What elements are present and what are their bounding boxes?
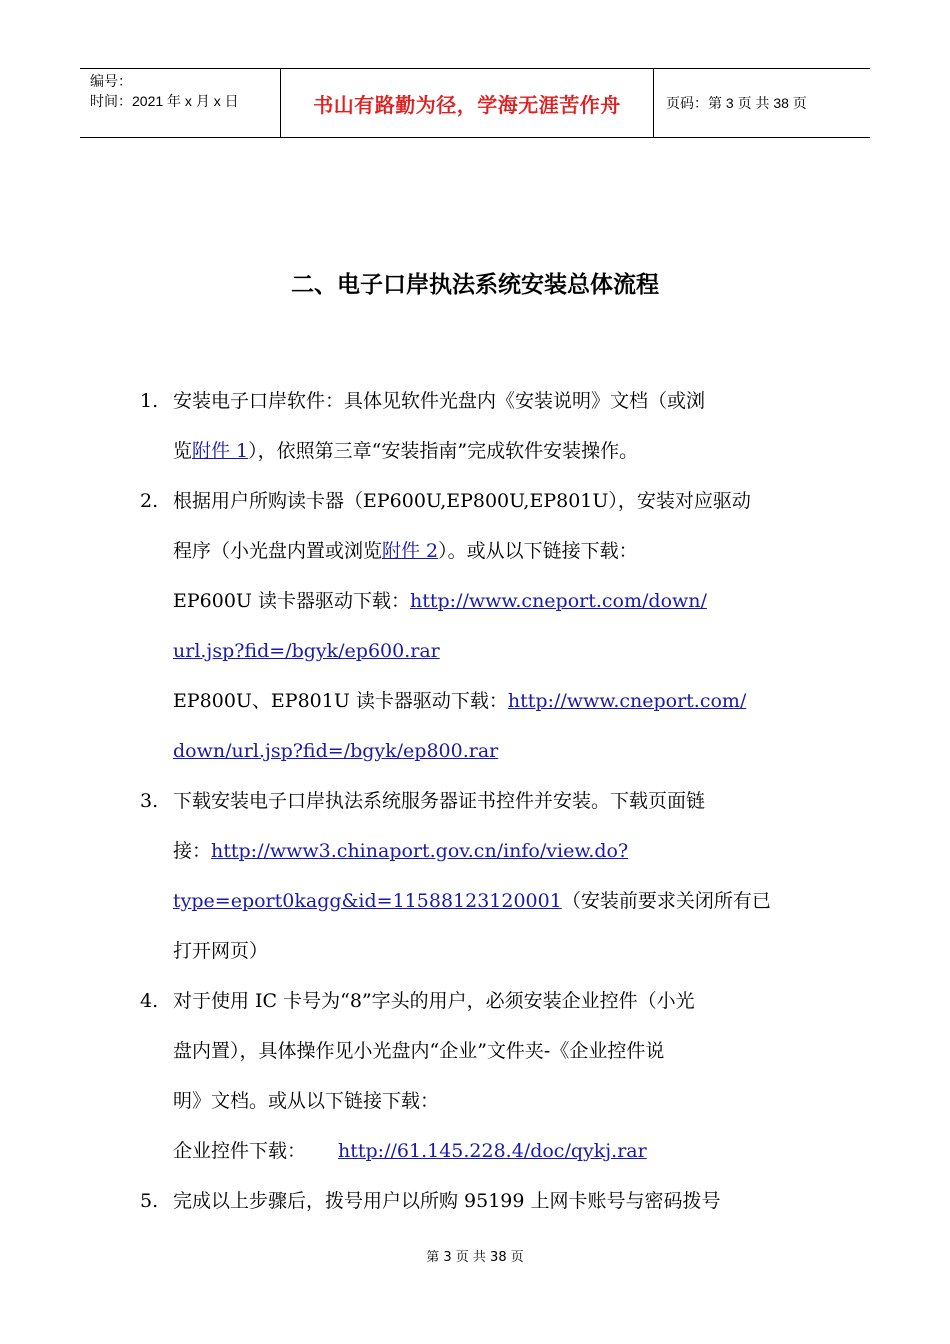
header-motto: 书山有路勤为径，学海无涯苦作舟 (281, 69, 654, 137)
certificate-page-link-cont[interactable]: type=eport0kagg&id=11588123120001 (173, 890, 562, 912)
step-3-line-4: 打开网页） (173, 940, 269, 962)
certificate-page-link[interactable]: http://www3.chinaport.gov.cn/info/view.do? (211, 840, 629, 862)
attachment-2-link[interactable]: 附件 2 (382, 540, 439, 562)
step-4-line-1: 4. 对于使用 IC 卡号为“8”字头的用户，必须安装企业控件（小光 (140, 976, 820, 1026)
ep800-download-line: EP800U、EP801U 读卡器驱动下载：http://www.cneport.com/ (173, 690, 747, 712)
step-3-line-1: 3. 下载安装电子口岸执法系统服务器证书控件并安装。下载页面链 (140, 776, 820, 826)
ep800-download-link[interactable]: http://www.cneport.com/ (507, 690, 747, 712)
step-number: 1. (140, 390, 159, 412)
step-number: 4. (140, 990, 159, 1012)
header-page-number: 页码：第 3 页 共 38 页 (666, 95, 807, 111)
step-2-line-1: 2. 根据用户所购读卡器（EP600U,EP800U,EP801U），安装对应驱动 (140, 476, 820, 526)
doc-number-label: 编号： (90, 73, 132, 89)
page-footer: 第 3 页 共 38 页 (426, 1250, 524, 1265)
ep600-download-line: EP600U 读卡器驱动下载：http://www.cneport.com/down/ (173, 590, 707, 612)
step-3-line-2: 接：http://www3.chinaport.gov.cn/info/view.do? (173, 840, 629, 862)
step-1-line-1: 1. 安装电子口岸软件：具体见软件光盘内《安装说明》文档（或浏 (140, 376, 820, 426)
enterprise-control-download-link[interactable]: http://61.145.228.4/doc/qykj.rar (338, 1140, 647, 1162)
step-number: 5. (140, 1190, 159, 1212)
step-5-line-1: 5. 完成以上步骤后，拨号用户以所购 95199 上网卡账号与密码拨号 (140, 1176, 820, 1226)
ep800-download-line-2 (140, 726, 820, 776)
header-meta (80, 69, 281, 137)
step-number: 2. (140, 490, 159, 512)
ep600-download-link-cont[interactable]: url.jsp?fid=/bgyk/ep600.rar (173, 640, 440, 662)
section-title: 二、电子口岸执法系统安装总体流程 (291, 272, 659, 298)
step-list (140, 376, 820, 1226)
ep600-download-line-2 (140, 626, 820, 676)
ep800-download-link-cont[interactable]: down/url.jsp?fid=/bgyk/ep800.rar (173, 740, 499, 762)
page-header (80, 68, 870, 138)
step-4-line-3: 明》文档。或从以下链接下载： (173, 1090, 440, 1112)
attachment-1-link[interactable]: 附件 1 (192, 440, 249, 462)
doc-date-label: 时间：2021 年 x 月 x 日 (90, 93, 239, 109)
step-number: 3. (140, 790, 159, 812)
ep600-download-link[interactable]: http://www.cneport.com/down/ (409, 590, 707, 612)
enterprise-control-download-line: 企业控件下载： http://61.145.228.4/doc/qykj.rar (173, 1140, 647, 1162)
step-4-line-2: 盘内置），具体操作见小光盘内“企业”文件夹-《企业控件说 (173, 1040, 665, 1062)
step-1-line-2: 览附件 1），依照第三章“安装指南”完成软件安装操作。 (173, 440, 639, 462)
step-2-line-2: 程序（小光盘内置或浏览附件 2）。或从以下链接下载： (173, 540, 638, 562)
step-3-line-3: type=eport0kagg&id=11588123120001（安装前要求关闭所有已 (173, 890, 771, 912)
